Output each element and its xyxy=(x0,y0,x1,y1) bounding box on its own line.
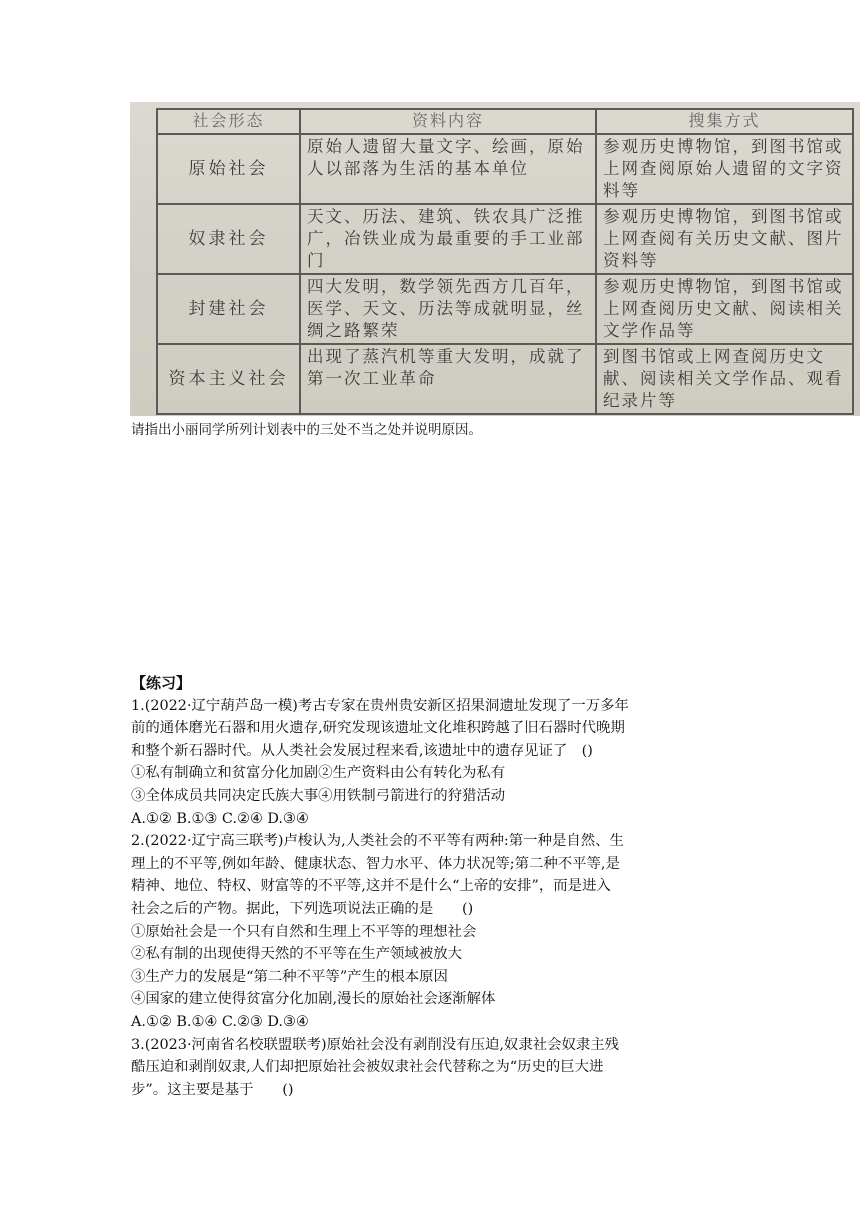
text-line: 步”。这主要是基于 () xyxy=(131,1081,294,1098)
text-line: ②私有制的出现使得天然的不平等在生产领域被放大 xyxy=(131,946,462,963)
text-line: 2.(2022·辽宁高三联考)卢梭认为,人类社会的不平等有两种:第一种是自然、生 xyxy=(131,833,624,850)
table-row xyxy=(157,134,853,204)
row-method: 参观历史博物馆，到图书馆或上网查阅有关历史文献、图片资料等 xyxy=(596,204,853,274)
text-line: 前的通体磨光石器和用火遗存,研究发现该遗址文化堆积跨越了旧石器时代晚期 xyxy=(131,720,625,737)
table-header-row xyxy=(157,109,853,134)
row-form: 资本主义社会 xyxy=(157,344,300,414)
row-content: 四大发明，数学领先西方几百年，医学、天文、历法等成就明显，丝绸之路繁荣 xyxy=(300,274,596,344)
row-method: 到图书馆或上网查阅历史文献、阅读相关文学作品、观看纪录片等 xyxy=(596,344,853,414)
answer-options: A.①② B.①③ C.②④ D.③④ xyxy=(131,810,309,827)
text-line: 社会之后的产物。据此，下列选项说法正确的是 () xyxy=(131,900,474,917)
answer-options: A.①② B.①④ C.②③ D.③④ xyxy=(131,1013,309,1030)
text-line: 酷压迫和剥削奴隶,人们却把原始社会被奴隶社会代替称之为“历史的巨大进 xyxy=(131,1059,604,1076)
table-row xyxy=(157,274,853,344)
text-line: ④国家的建立使得贫富分化加剧,漫长的原始社会逐渐解体 xyxy=(131,991,496,1008)
header-content: 资料内容 xyxy=(300,109,596,134)
question-caption: 请指出小丽同学所列计划表中的三处不当之处并说明原因。 xyxy=(131,422,482,438)
text-line: ①私有制确立和贫富分化加剧②生产资料由公有转化为私有 xyxy=(131,765,506,782)
row-form: 原始社会 xyxy=(157,134,300,204)
table-row xyxy=(157,344,853,414)
practice-section xyxy=(131,672,731,1101)
text-line: 3.(2023·河南省名校联盟联考)原始社会没有剥削没有压迫,奴隶社会奴隶主残 xyxy=(131,1036,620,1053)
text-line: 和整个新石器时代。从人类社会发展过程来看,该遗址中的遗存见证了 () xyxy=(131,742,593,759)
row-method: 参观历史博物馆，到图书馆或上网查阅历史文献、阅读相关文学作品等 xyxy=(596,274,853,344)
plan-table xyxy=(156,108,854,415)
header-social-form: 社会形态 xyxy=(157,109,300,134)
row-form: 封建社会 xyxy=(157,274,300,344)
row-content: 原始人遗留大量文字、绘画，原始人以部落为生活的基本单位 xyxy=(300,134,596,204)
row-content: 出现了蒸汽机等重大发明，成就了第一次工业革命 xyxy=(300,344,596,414)
plan-table-photo xyxy=(130,102,860,416)
text-line: 1.(2022·辽宁葫芦岛一模)考古专家在贵州贵安新区招果洞遗址发现了一万多年 xyxy=(131,697,629,714)
row-content: 天文、历法、建筑、铁农具广泛推广，冶铁业成为最重要的手工业部门 xyxy=(300,204,596,274)
text-line: 精神、地位、特权、财富等的不平等,这并不是什么“上帝的安排”，而是进入 xyxy=(131,878,611,895)
text-line: ①原始社会是一个只有自然和生理上不平等的理想社会 xyxy=(131,923,477,940)
text-line: ③生产力的发展是“第二种不平等”产生的根本原因 xyxy=(131,968,448,985)
practice-heading: 【练习】 xyxy=(131,674,192,692)
row-form: 奴隶社会 xyxy=(157,204,300,274)
row-method: 参观历史博物馆，到图书馆或上网查阅原始人遗留的文字资料等 xyxy=(596,134,853,204)
header-method: 搜集方式 xyxy=(596,109,853,134)
text-line: ③全体成员共同决定氏族大事④用铁制弓箭进行的狩猎活动 xyxy=(131,787,506,804)
table-row xyxy=(157,204,853,274)
text-line: 理上的不平等,例如年龄、健康状态、智力水平、体力状况等;第二种不平等,是 xyxy=(131,855,620,872)
